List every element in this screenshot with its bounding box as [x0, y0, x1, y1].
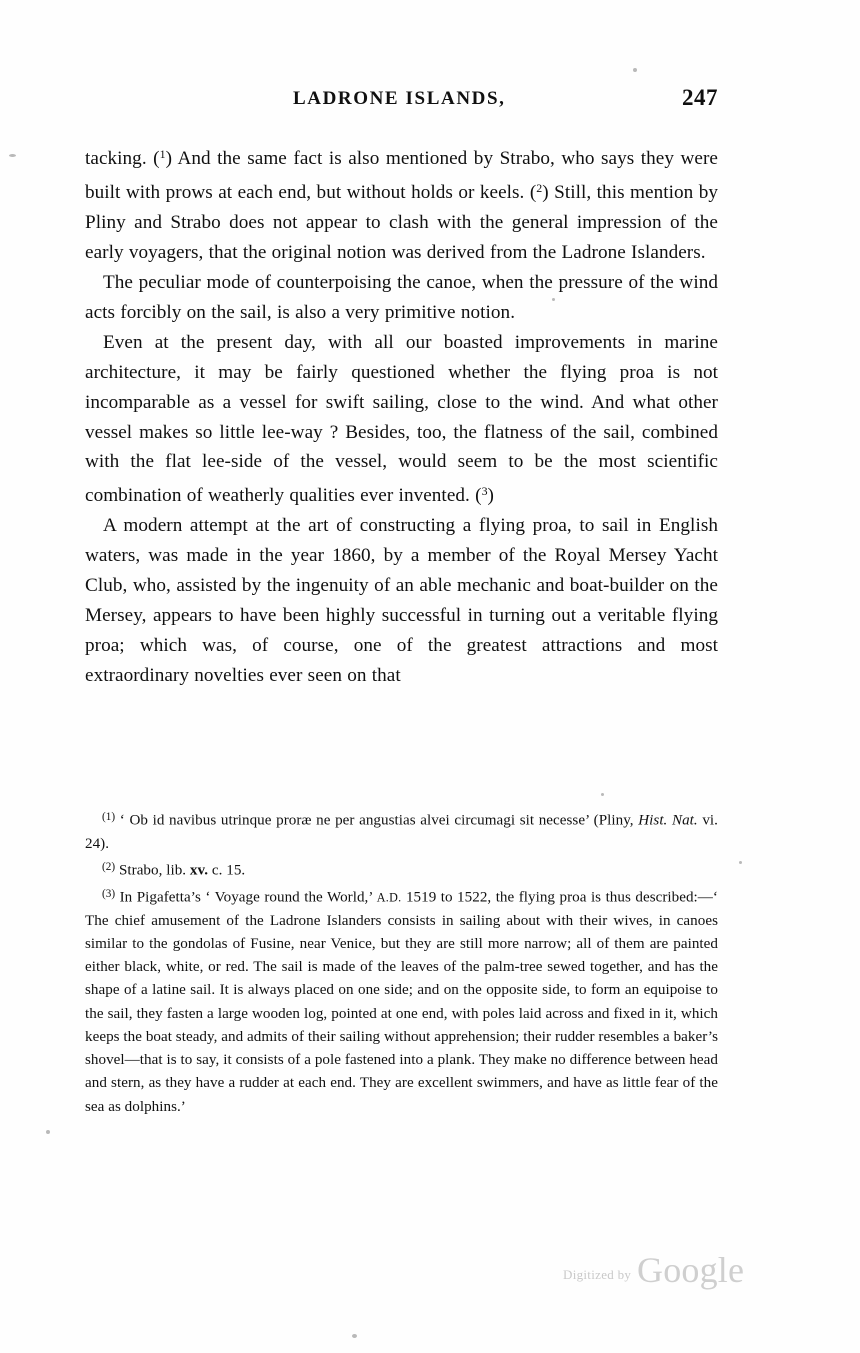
- paragraph-3-lead: Even at the present day, with all our boasted improvements in marine architecture, it may be fairly questioned whether the flying proa is not incomparable as a vessel for swift sailing, close to the wind. And what other vessel makes so little lee-way ? Besides, too, the flatness of the sail, combined with the flat lee-side of the vessel, would seem to be the most scientific combination of weatherly qualities ever invented. (: [85, 331, 718, 507]
- body-text: [85, 140, 718, 691]
- footnote-1: [85, 806, 718, 856]
- footnote-1-part2: vi. 24).: [85, 812, 718, 852]
- footnote-2: [85, 856, 718, 883]
- footnote-2-part1: Strabo, lib.: [115, 862, 190, 879]
- paragraph-3: [85, 328, 718, 512]
- watermark-prefix: Digitized by: [563, 1267, 632, 1282]
- footnote-ref-2: 2: [536, 181, 543, 196]
- footnote-3: [85, 883, 718, 1119]
- scan-speck: [552, 298, 555, 301]
- footnote-2-part2: c. 15.: [208, 862, 246, 879]
- footnote-2-marker: (2): [102, 861, 116, 874]
- paragraph-1: [85, 140, 718, 268]
- footnote-ref-1: 1: [159, 147, 166, 161]
- scan-speck: [633, 68, 637, 72]
- running-head: [85, 85, 718, 118]
- watermark-brand: Google: [637, 1250, 745, 1290]
- paragraph-4: A modern attempt at the art of constructing a flying proa, to sail in English waters, was made in the year 1860, by a member of the Royal Mersey Yacht Club, who, assisted by the ingenuity of an able mechanic and boat-builder on the Mersey, appears to have been highly successful in turning out a veritable flying proa; which was, of course, one of the greatest attractions and most extraordinary novelties ever seen on that: [85, 515, 718, 686]
- footnote-block: [85, 806, 718, 1119]
- scan-speck: [352, 1334, 357, 1338]
- footnote-1-citation-title: Hist. Nat.: [638, 812, 698, 829]
- running-head-title: LADRONE ISLANDS,: [293, 88, 506, 109]
- scan-speck: [46, 1130, 50, 1134]
- footnote-ref-3: 3: [481, 484, 488, 499]
- page-number: 247: [682, 85, 718, 110]
- footnote-3-era-label: A.D.: [376, 890, 402, 905]
- scan-speck: [9, 154, 16, 157]
- paragraph-3-rest: ): [487, 485, 494, 507]
- paragraph-2: The peculiar mode of counterpoising the canoe, when the pressure of the wind acts forcibly on the sail, is also a very primitive notion.: [85, 272, 718, 323]
- paragraph-1-lead: tacking. (: [85, 148, 160, 170]
- digitization-watermark: [563, 1250, 763, 1297]
- footnote-1-marker: (1): [102, 811, 116, 823]
- footnote-2-book-number: xv.: [189, 862, 209, 879]
- footnote-3-marker: (3): [102, 887, 116, 900]
- paragraph-1-rest2: ) Still, this mention by Pliny and Strabo does not appear to clash with the general impression of the early voyagers, that the original notion was derived from the Ladrone Islanders.: [85, 182, 719, 264]
- scan-speck: [739, 861, 742, 864]
- paragraph-1-rest: ) And the same fact is also mentioned by Strabo, who says they were built with prows at each end, but without holds or keels. (: [85, 148, 718, 204]
- footnote-3-part1: In Pigafetta’s ‘ Voyage round the World,’: [115, 889, 377, 906]
- scan-speck: [601, 793, 604, 796]
- footnote-3-part2: 1519 to 1522, the flying proa is thus described:—‘ The chief amusement of the Ladrone Islanders consists in sailing about with their wives, in canoes similar to the gondolas of Fusine, near Venice, but they are still more narrow; all of them are painted either black, white, or red. The sail is made of the leaves of the palm-tree sewed together, and has the shape of a latine sail. It is always placed on one side; and on the opposite side, to form an equipoise to the sail, they fasten a large wooden log, pointed at one end, with poles laid across and fixed in it, which keeps the boat steady, and admits of their sailing without apprehension; their rudder resembles a baker’s shovel—that is to say, it consists of a pole fastened into a plank. They make no difference between head and stern, as they have a rudder at each end. They are excellent swimmers, and have as little fear of the sea as dolphins.’: [85, 889, 718, 1115]
- footnote-1-part1: ‘ Ob id navibus utrinque proræ ne per angustias alvei circumagi sit necesse’ (Pliny,: [115, 812, 639, 829]
